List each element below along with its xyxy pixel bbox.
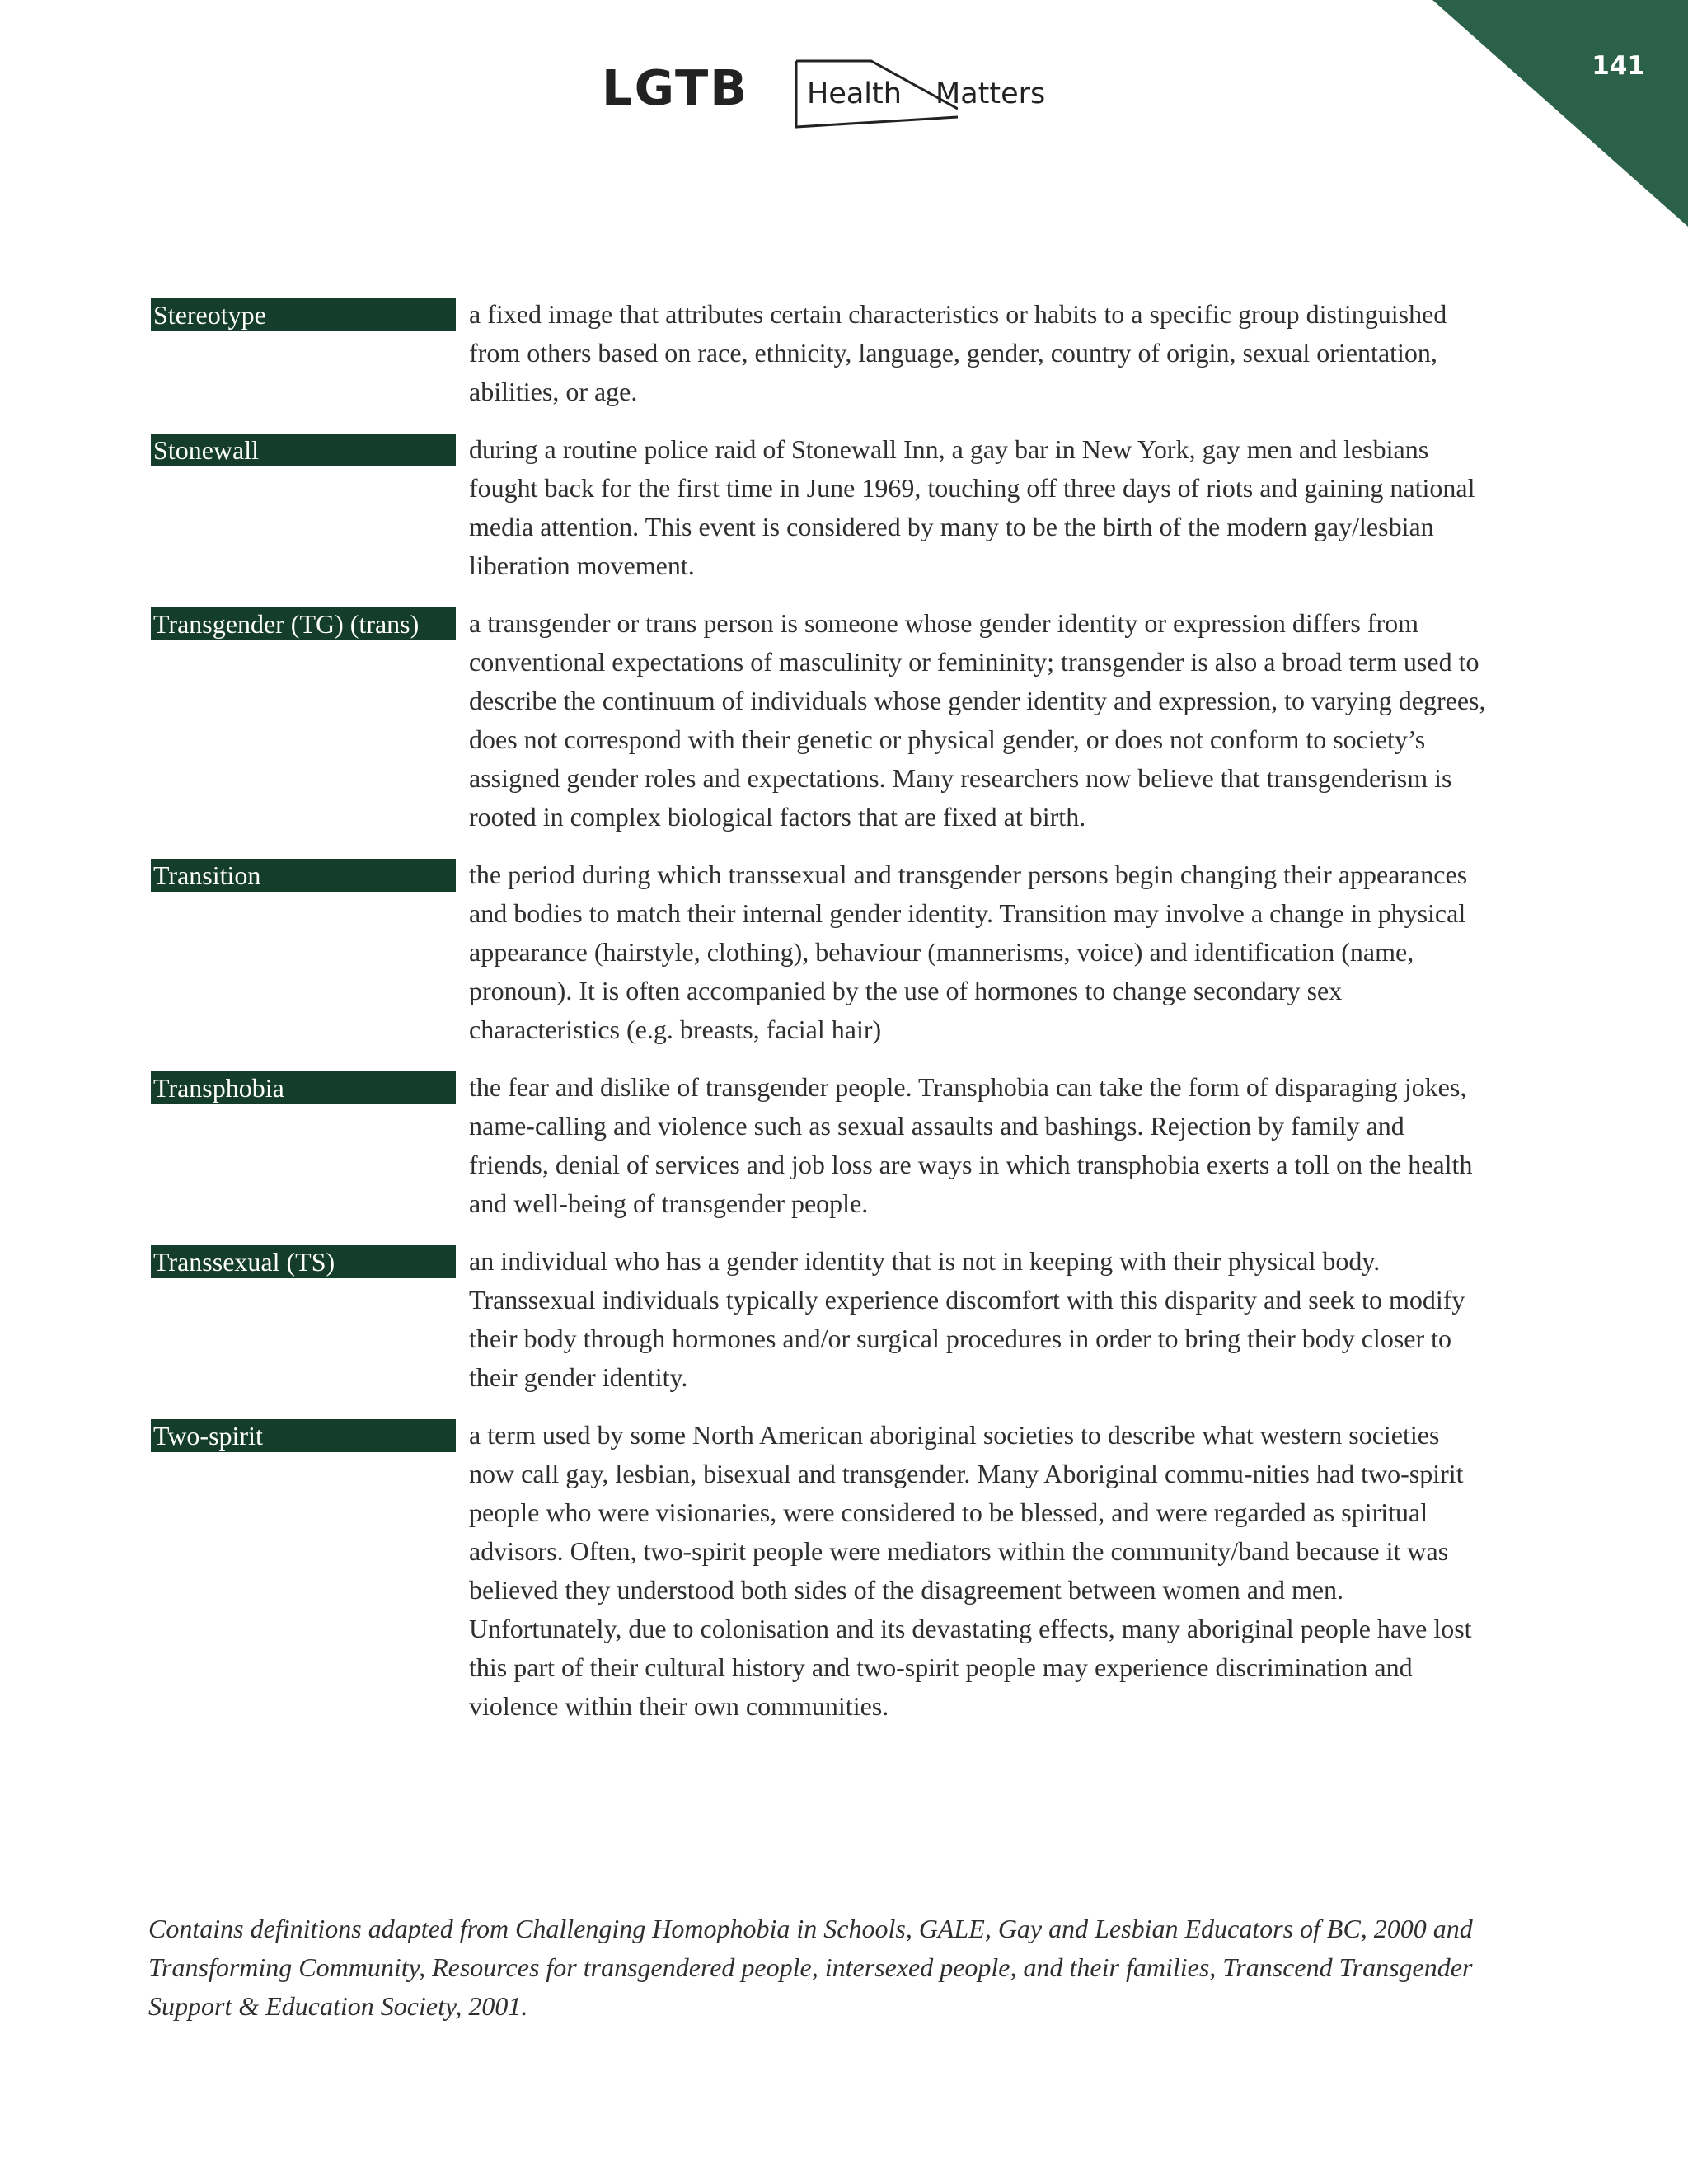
glossary-definition: the period during which transsexual and transgender persons begin changing their appearances and bodies to match their internal gender identity. Transition may involve a change in physical appearance (hairstyle, clothing), behaviour (mannerisms, voice) and identification (name, pronoun). It is often accompanied by the use of hormones to change secondary sex characteristics (e.g. breasts, facial hair) — [469, 860, 1468, 1044]
glossary-term: Transgender (TG) (trans) — [151, 607, 456, 640]
glossary-entry — [151, 295, 1486, 411]
glossary-definition: an individual who has a gender identity that is not in keeping with their physical body. Transsexual individuals typically experience discomfort with this disparity and seek to modify their body through hormones and/or surgical procedures in order to bring their body closer to their gender identity. — [469, 1246, 1465, 1392]
glossary-entry — [151, 1416, 1486, 1726]
page-number: 141 — [1592, 51, 1645, 81]
glossary-definition: the fear and dislike of transgender people. Transphobia can take the form of disparaging jokes, name-calling and violence such as sexual assaults and bashings. Rejection by family and friends, denial of services and job loss are ways in which transphobia exerts a toll on the health and well-being of transgender people. — [469, 1072, 1473, 1218]
glossary-entry — [151, 430, 1486, 585]
glossary-term: Two-spirit — [151, 1419, 456, 1452]
glossary-entry — [151, 1242, 1486, 1397]
glossary-definition: a transgender or trans person is someone whose gender identity or expression differs from conventional expectations of masculinity or femininity; transgender is also a broad term used to describe the continuum of individuals whose gender identity and expression, to varying degrees, does not correspond with their genetic or physical gender, or does not conform to society’s assigned gender roles and expectations. Many researchers now believe that transgenderism is rooted in complex biological factors that are fixed at birth. — [469, 608, 1486, 832]
glossary-term: Transition — [151, 859, 456, 892]
glossary-term: Stereotype — [151, 298, 456, 331]
source-credit: Contains definitions adapted from Challenging Homophobia in Schools, GALE, Gay and Lesbian Educators of BC, 2000 and Transforming Community, Resources for transgendered people, intersexed people, and their families, Transcend Transgender Support & Education Society, 2001. — [148, 1914, 1473, 2021]
glossary-entry — [151, 1068, 1486, 1223]
glossary-term: Transsexual (TS) — [151, 1245, 456, 1278]
glossary-definition: a term used by some North American aboriginal societies to describe what western societies now call gay, lesbian, bisexual and transgender. Many Aboriginal commu-nities had two-spirit people who were visionaries, were considered to be blessed, and were regarded as spiritual advisors. Often, two-spirit people were mediators within the community/band because it was believed they understood both sides of the disagreement between women and men. Unfortunately, due to colonisation and its devastating effects, many aboriginal people have lost this part of their cultural history and two-spirit people may experience discrimination and violence within their own communities. — [469, 1420, 1472, 1721]
logo-health-text: Health — [807, 77, 902, 110]
glossary-entry — [151, 855, 1486, 1049]
glossary-term: Transphobia — [151, 1071, 456, 1104]
glossary-definition: a fixed image that attributes certain characteristics or habits to a specific group distinguished from others based on race, ethnicity, language, gender, country of origin, sexual orientation, abilities, or age. — [469, 299, 1447, 406]
logo-matters-text: Matters — [935, 77, 1046, 110]
glossary-list — [151, 295, 1486, 1745]
corner-triangle — [1432, 0, 1688, 227]
glossary-entry — [151, 604, 1486, 837]
glossary-term: Stonewall — [151, 434, 456, 466]
logo-main-text: LGTB — [602, 59, 749, 116]
logo — [602, 59, 1096, 129]
glossary-definition: during a routine police raid of Stonewall Inn, a gay bar in New York, gay men and lesbians fought back for the first time in June 1969, touching off three days of riots and gaining national media attention. This event is considered by many to be the birth of the modern gay/lesbian liberation movement. — [469, 434, 1475, 580]
